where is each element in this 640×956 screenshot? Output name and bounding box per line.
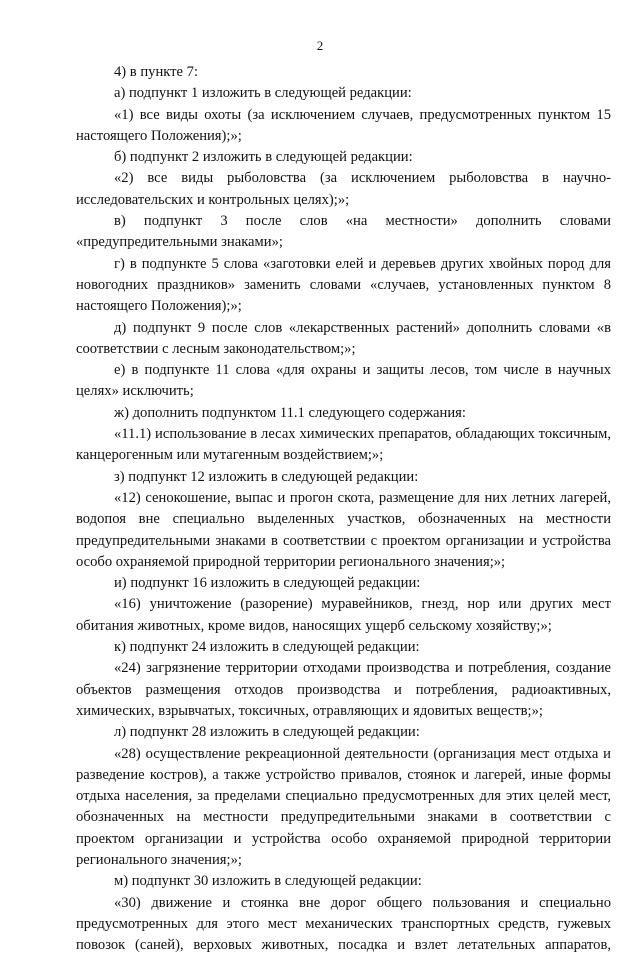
paragraph-quote-12: «12) сенокошение, выпас и прогон скота, размещение для них летних лагерей, водопоя вне специально выделенных участков, обозначенных на местности предупредительными знаками в соответствии с проектом организации и устройства особо охраняемой природной территории регионального значения;»; (76, 489, 611, 570)
paragraph-item-4: 4) в пункте 7: (114, 64, 199, 80)
paragraph-subitem-z: з) подпункт 12 изложить в следующей редакции: (114, 468, 419, 485)
paragraph-quote-1: «1) все виды охоты (за исключением случаев, предусмотренных пунктом 15 настоящего Положения);»; (76, 106, 611, 144)
paragraph-subitem-v: в) подпункт 3 после слов «на местности» дополнить словами «предупредительными знаками»; (76, 213, 611, 251)
paragraph-quote-30: «30) движение и стоянка вне дорог общего пользования и специально предусмотренных для этого мест механических транспортных средств, гужевых повозок (саней), верховых животных, посадка и взлет летательных аппаратов, (76, 894, 611, 954)
document-body (76, 62, 611, 956)
paragraph-quote-16: «16) уничтожение (разорение) муравейников, гнезд, нор или других мест обитания животных, кроме видов, наносящих ущерб сельскому хозяйству;»; (76, 596, 611, 634)
paragraph-quote-2: «2) все виды рыболовства (за исключением рыболовства в научно-исследовательских и контрольных целях);»; (76, 170, 611, 208)
paragraph-subitem-l: л) подпункт 28 изложить в следующей редакции: (114, 724, 420, 741)
paragraph-quote-24: «24) загрязнение территории отходами производства и потребления, создание объектов размещения отходов производства и потребления, радиоактивных, химических, взрывчатых, токсичных, отравляющих и ядовитых веществ;»; (76, 660, 611, 719)
paragraph-subitem-a: а) подпункт 1 изложить в следующей редакции: (114, 85, 412, 102)
paragraph-subitem-zh: ж) дополнить подпунктом 11.1 следующего содержания: (114, 404, 466, 421)
paragraph-subitem-e: е) в подпункте 11 слова «для охраны и защиты лесов, том числе в научных целях» исключить; (76, 362, 611, 400)
paragraph-quote-28: «28) осуществление рекреационной деятельности (организация мест отдыха и разведение костров), а также устройство привалов, стоянок и лагерей, иные формы отдыха населения, за пределами специально предусмотренных для этих целей мест, обозначенных на местности предупредительными знаками в соответствии с проектом организации и устройства особо охраняемой природной территории регионального значения;»; (76, 745, 611, 868)
paragraph-subitem-d: д) подпункт 9 после слов «лекарственных растений» дополнить словами «в соответствии с лесным законодательством;»; (76, 319, 611, 357)
paragraph-quote-11-1: «11.1) использование в лесах химических препаратов, обладающих токсичным, канцерогенным или мутагенным воздействием;»; (76, 426, 611, 464)
paragraph-subitem-g: г) в подпункте 5 слова «заготовки елей и деревьев других хвойных пород для новогодних праздников» заменить словами «случаев, установленных пунктом 8 настоящего Положения);»; (76, 255, 611, 315)
paragraph-subitem-i: и) подпункт 16 изложить в следующей редакции: (114, 575, 421, 592)
paragraph-subitem-k: к) подпункт 24 изложить в следующей редакции: (114, 639, 420, 656)
paragraph-subitem-b: б) подпункт 2 изложить в следующей редакции: (114, 149, 413, 166)
paragraph-subitem-m: м) подпункт 30 изложить в следующей редакции: (114, 873, 422, 890)
page-number: 2 (316, 38, 324, 53)
